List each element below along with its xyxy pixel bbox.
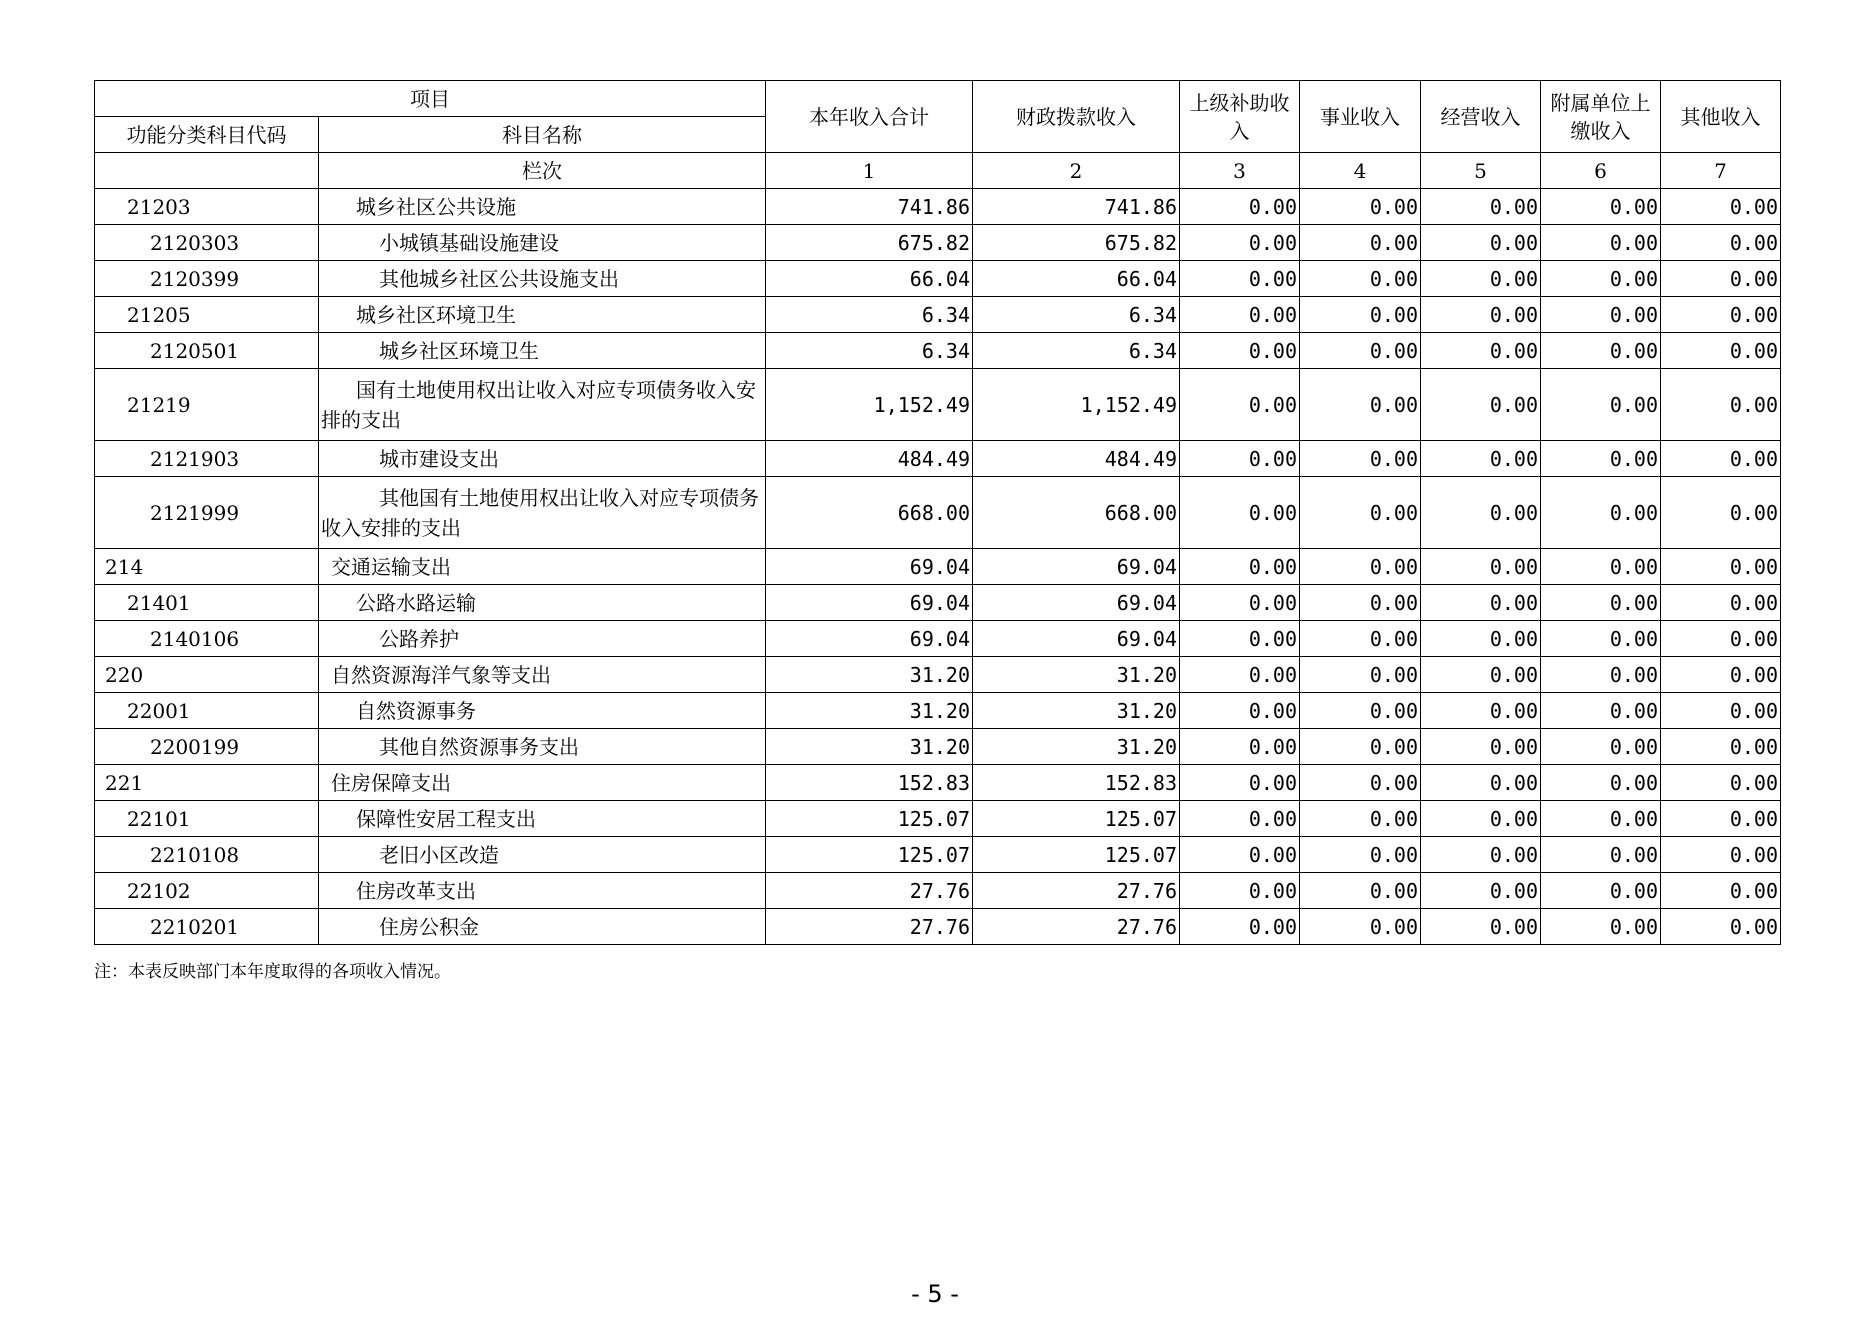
table-row — [95, 369, 1781, 441]
cell-value: 0.00 — [1661, 657, 1781, 693]
cell-value: 0.00 — [1541, 297, 1661, 333]
cell-value: 0.00 — [1300, 225, 1421, 261]
cell-name: 保障性安居工程支出 — [319, 801, 766, 837]
cell-value: 0.00 — [1180, 369, 1300, 441]
header-superior-subsidy: 上级补助收入 — [1180, 81, 1300, 153]
cell-value: 69.04 — [973, 621, 1180, 657]
cell-value: 0.00 — [1421, 477, 1541, 549]
cell-value: 0.00 — [1421, 261, 1541, 297]
cell-value: 0.00 — [1300, 441, 1421, 477]
table-note: 注：本表反映部门本年度取得的各项收入情况。 — [94, 962, 451, 982]
header-index-6: 6 — [1541, 153, 1661, 189]
cell-value: 152.83 — [766, 765, 973, 801]
header-index-3: 3 — [1180, 153, 1300, 189]
cell-value: 0.00 — [1421, 225, 1541, 261]
cell-value: 0.00 — [1421, 549, 1541, 585]
cell-code: 22102 — [95, 873, 319, 909]
cell-value: 0.00 — [1180, 549, 1300, 585]
cell-value: 0.00 — [1180, 729, 1300, 765]
cell-value: 27.76 — [766, 909, 973, 945]
cell-value: 0.00 — [1541, 909, 1661, 945]
cell-code: 2210108 — [95, 837, 319, 873]
cell-value: 125.07 — [766, 801, 973, 837]
cell-value: 0.00 — [1541, 333, 1661, 369]
cell-value: 0.00 — [1421, 801, 1541, 837]
cell-value: 675.82 — [766, 225, 973, 261]
cell-value: 0.00 — [1661, 621, 1781, 657]
cell-value: 0.00 — [1421, 585, 1541, 621]
cell-value: 0.00 — [1541, 225, 1661, 261]
cell-code: 2120501 — [95, 333, 319, 369]
cell-value: 0.00 — [1180, 837, 1300, 873]
cell-value: 0.00 — [1180, 441, 1300, 477]
cell-value: 0.00 — [1661, 441, 1781, 477]
cell-code: 2121999 — [95, 477, 319, 549]
cell-value: 0.00 — [1541, 261, 1661, 297]
cell-code: 214 — [95, 549, 319, 585]
header-fiscal-appropriation: 财政拨款收入 — [973, 81, 1180, 153]
cell-code: 221 — [95, 765, 319, 801]
cell-code: 2210201 — [95, 909, 319, 945]
cell-value: 31.20 — [973, 657, 1180, 693]
cell-value: 27.76 — [973, 909, 1180, 945]
cell-value: 0.00 — [1300, 693, 1421, 729]
cell-value: 0.00 — [1421, 729, 1541, 765]
cell-value: 31.20 — [973, 729, 1180, 765]
header-index-2: 2 — [973, 153, 1180, 189]
cell-value: 0.00 — [1661, 729, 1781, 765]
cell-value: 6.34 — [766, 333, 973, 369]
header-item: 项目 — [95, 81, 766, 117]
cell-value: 484.49 — [973, 441, 1180, 477]
table-row — [95, 585, 1781, 621]
cell-name: 公路养护 — [319, 621, 766, 657]
cell-name: 住房改革支出 — [319, 873, 766, 909]
cell-name: 老旧小区改造 — [319, 837, 766, 873]
cell-value: 1,152.49 — [973, 369, 1180, 441]
cell-value: 0.00 — [1300, 657, 1421, 693]
header-business-income: 事业收入 — [1300, 81, 1421, 153]
cell-value: 1,152.49 — [766, 369, 973, 441]
cell-value: 0.00 — [1421, 297, 1541, 333]
cell-value: 0.00 — [1541, 801, 1661, 837]
cell-value: 0.00 — [1300, 801, 1421, 837]
table-row — [95, 549, 1781, 585]
cell-name: 城市建设支出 — [319, 441, 766, 477]
cell-name: 城乡社区公共设施 — [319, 189, 766, 225]
header-index-4: 4 — [1300, 153, 1421, 189]
table-row — [95, 477, 1781, 549]
cell-value: 0.00 — [1421, 333, 1541, 369]
cell-value: 0.00 — [1661, 837, 1781, 873]
cell-value: 0.00 — [1300, 729, 1421, 765]
page-number: - 5 - — [911, 1280, 959, 1308]
cell-value: 0.00 — [1541, 729, 1661, 765]
cell-value: 0.00 — [1421, 621, 1541, 657]
table-row — [95, 657, 1781, 693]
cell-value: 27.76 — [766, 873, 973, 909]
cell-value: 484.49 — [766, 441, 973, 477]
cell-name: 公路水路运输 — [319, 585, 766, 621]
cell-name: 住房公积金 — [319, 909, 766, 945]
cell-value: 0.00 — [1300, 297, 1421, 333]
cell-value: 0.00 — [1180, 189, 1300, 225]
header-index-5: 5 — [1421, 153, 1541, 189]
cell-value: 0.00 — [1300, 369, 1421, 441]
table-row — [95, 261, 1781, 297]
cell-value: 0.00 — [1661, 693, 1781, 729]
cell-value: 0.00 — [1661, 549, 1781, 585]
table-row — [95, 873, 1781, 909]
cell-value: 0.00 — [1300, 333, 1421, 369]
cell-value: 0.00 — [1421, 369, 1541, 441]
cell-value: 741.86 — [766, 189, 973, 225]
cell-code: 2200199 — [95, 729, 319, 765]
table-row — [95, 765, 1781, 801]
cell-code: 2120399 — [95, 261, 319, 297]
cell-value: 31.20 — [973, 693, 1180, 729]
cell-name: 小城镇基础设施建设 — [319, 225, 766, 261]
cell-name: 城乡社区环境卫生 — [319, 333, 766, 369]
cell-value: 0.00 — [1661, 801, 1781, 837]
cell-value: 0.00 — [1541, 657, 1661, 693]
header-index-blank — [95, 153, 319, 189]
cell-value: 6.34 — [973, 297, 1180, 333]
cell-value: 0.00 — [1421, 657, 1541, 693]
cell-value: 0.00 — [1421, 441, 1541, 477]
cell-value: 0.00 — [1300, 261, 1421, 297]
table-row — [95, 801, 1781, 837]
cell-value: 0.00 — [1300, 621, 1421, 657]
cell-code: 22001 — [95, 693, 319, 729]
table-row — [95, 189, 1781, 225]
cell-value: 0.00 — [1661, 765, 1781, 801]
cell-value: 152.83 — [973, 765, 1180, 801]
header-index-1: 1 — [766, 153, 973, 189]
cell-value: 6.34 — [766, 297, 973, 333]
cell-name: 住房保障支出 — [319, 765, 766, 801]
cell-code: 21219 — [95, 369, 319, 441]
cell-value: 0.00 — [1541, 765, 1661, 801]
cell-value: 0.00 — [1421, 837, 1541, 873]
cell-value: 69.04 — [973, 549, 1180, 585]
cell-value: 0.00 — [1421, 873, 1541, 909]
cell-value: 0.00 — [1421, 189, 1541, 225]
cell-code: 2140106 — [95, 621, 319, 657]
cell-code: 21401 — [95, 585, 319, 621]
cell-value: 0.00 — [1300, 837, 1421, 873]
cell-value: 0.00 — [1661, 477, 1781, 549]
cell-value: 0.00 — [1661, 261, 1781, 297]
table-row — [95, 225, 1781, 261]
cell-value: 0.00 — [1541, 189, 1661, 225]
cell-value: 0.00 — [1180, 657, 1300, 693]
cell-value: 0.00 — [1300, 477, 1421, 549]
cell-value: 0.00 — [1421, 765, 1541, 801]
table-row — [95, 909, 1781, 945]
cell-value: 0.00 — [1541, 585, 1661, 621]
cell-value: 0.00 — [1421, 909, 1541, 945]
cell-value: 0.00 — [1180, 297, 1300, 333]
header-code: 功能分类科目代码 — [95, 117, 319, 153]
cell-value: 0.00 — [1300, 765, 1421, 801]
cell-value: 125.07 — [766, 837, 973, 873]
cell-value: 0.00 — [1180, 261, 1300, 297]
cell-value: 69.04 — [766, 585, 973, 621]
cell-code: 2120303 — [95, 225, 319, 261]
cell-value: 0.00 — [1661, 225, 1781, 261]
cell-value: 0.00 — [1541, 441, 1661, 477]
cell-value: 0.00 — [1661, 909, 1781, 945]
table-row — [95, 441, 1781, 477]
cell-value: 0.00 — [1661, 873, 1781, 909]
cell-code: 2121903 — [95, 441, 319, 477]
cell-name: 其他城乡社区公共设施支出 — [319, 261, 766, 297]
cell-name: 交通运输支出 — [319, 549, 766, 585]
header-other-income: 其他收入 — [1661, 81, 1781, 153]
cell-value: 0.00 — [1300, 189, 1421, 225]
cell-value: 668.00 — [973, 477, 1180, 549]
cell-value: 0.00 — [1541, 693, 1661, 729]
cell-value: 0.00 — [1541, 621, 1661, 657]
cell-value: 125.07 — [973, 837, 1180, 873]
cell-value: 0.00 — [1661, 369, 1781, 441]
cell-value: 0.00 — [1180, 585, 1300, 621]
table-row — [95, 693, 1781, 729]
cell-code: 21203 — [95, 189, 319, 225]
cell-value: 27.76 — [973, 873, 1180, 909]
income-table — [94, 80, 1781, 945]
cell-value: 0.00 — [1421, 693, 1541, 729]
cell-value: 0.00 — [1180, 873, 1300, 909]
cell-value: 0.00 — [1180, 621, 1300, 657]
cell-name: 自然资源海洋气象等支出 — [319, 657, 766, 693]
cell-value: 0.00 — [1661, 585, 1781, 621]
cell-value: 31.20 — [766, 657, 973, 693]
table-body — [95, 189, 1781, 945]
cell-name: 其他自然资源事务支出 — [319, 729, 766, 765]
cell-value: 0.00 — [1661, 333, 1781, 369]
cell-value: 0.00 — [1300, 549, 1421, 585]
cell-value: 0.00 — [1541, 369, 1661, 441]
table-row — [95, 333, 1781, 369]
cell-value: 0.00 — [1661, 189, 1781, 225]
cell-value: 0.00 — [1300, 585, 1421, 621]
cell-value: 0.00 — [1300, 873, 1421, 909]
cell-value: 6.34 — [973, 333, 1180, 369]
header-total-income: 本年收入合计 — [766, 81, 973, 153]
header-affiliated-remittance: 附属单位上缴收入 — [1541, 81, 1661, 153]
cell-value: 69.04 — [766, 549, 973, 585]
table-row — [95, 621, 1781, 657]
cell-name: 城乡社区环境卫生 — [319, 297, 766, 333]
cell-value: 0.00 — [1180, 333, 1300, 369]
cell-value: 0.00 — [1541, 477, 1661, 549]
cell-value: 675.82 — [973, 225, 1180, 261]
cell-value: 0.00 — [1180, 693, 1300, 729]
cell-value: 0.00 — [1541, 549, 1661, 585]
cell-name: 其他国有土地使用权出让收入对应专项债务收入安排的支出 — [319, 477, 766, 549]
cell-code: 22101 — [95, 801, 319, 837]
table-row — [95, 837, 1781, 873]
cell-name: 自然资源事务 — [319, 693, 766, 729]
header-operating-income: 经营收入 — [1421, 81, 1541, 153]
cell-value: 0.00 — [1541, 873, 1661, 909]
cell-value: 125.07 — [973, 801, 1180, 837]
cell-value: 0.00 — [1180, 225, 1300, 261]
cell-name: 国有土地使用权出让收入对应专项债务收入安排的支出 — [319, 369, 766, 441]
cell-code: 21205 — [95, 297, 319, 333]
cell-value: 31.20 — [766, 693, 973, 729]
cell-code: 220 — [95, 657, 319, 693]
cell-value: 0.00 — [1541, 837, 1661, 873]
cell-value: 69.04 — [973, 585, 1180, 621]
cell-value: 66.04 — [973, 261, 1180, 297]
header-row-index-label: 栏次 — [319, 153, 766, 189]
cell-value: 668.00 — [766, 477, 973, 549]
header-index-7: 7 — [1661, 153, 1781, 189]
cell-value: 0.00 — [1180, 801, 1300, 837]
cell-value: 0.00 — [1180, 909, 1300, 945]
table-row — [95, 297, 1781, 333]
cell-value: 0.00 — [1180, 477, 1300, 549]
table-row — [95, 729, 1781, 765]
cell-value: 66.04 — [766, 261, 973, 297]
header-name: 科目名称 — [319, 117, 766, 153]
cell-value: 0.00 — [1180, 765, 1300, 801]
cell-value: 31.20 — [766, 729, 973, 765]
cell-value: 0.00 — [1661, 297, 1781, 333]
cell-value: 0.00 — [1300, 909, 1421, 945]
cell-value: 69.04 — [766, 621, 973, 657]
cell-value: 741.86 — [973, 189, 1180, 225]
